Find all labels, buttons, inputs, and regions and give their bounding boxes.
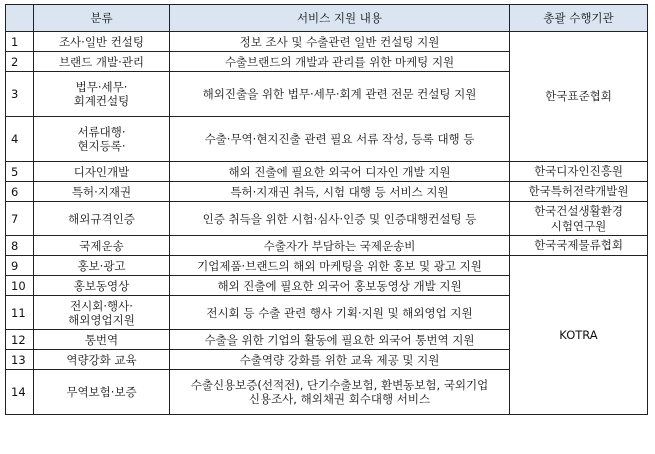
row-organization: 한국표준협회 <box>510 32 648 162</box>
row-description: 해외 진출에 필요한 외국어 홍보동영상 개발 지원 <box>170 276 510 296</box>
row-number: 2 <box>6 52 34 72</box>
header-organization: 총괄 수행기관 <box>510 5 648 32</box>
row-description: 인증 취득을 위한 시험·심사·인증 및 인증대행컨설팅 등 <box>170 202 510 236</box>
row-description: 수출자가 부담하는 국제운송비 <box>170 236 510 256</box>
table-row <box>6 32 648 52</box>
row-number: 6 <box>6 182 34 202</box>
row-description: 수출브랜드의 개발과 관리를 위한 마케팅 지원 <box>170 52 510 72</box>
header-category: 분류 <box>34 5 170 32</box>
row-category: 무역보험·보증 <box>34 370 170 415</box>
row-category: 국제운송 <box>34 236 170 256</box>
row-description: 전시회 등 수출 관련 행사 기획·지원 및 해외영업 지원 <box>170 296 510 330</box>
row-description: 수출·무역·현지진출 관련 필요 서류 작성, 등록 대행 등 <box>170 117 510 162</box>
row-description: 수출신용보증(선적전), 단기수출보험, 환변동보험, 국외기업 신용조사, 해외채권 회수대행 서비스 <box>170 370 510 415</box>
row-number: 9 <box>6 256 34 276</box>
row-number: 8 <box>6 236 34 256</box>
row-category: 홍보·광고 <box>34 256 170 276</box>
table-row <box>6 202 648 236</box>
row-number: 10 <box>6 276 34 296</box>
row-category: 역량강화 교육 <box>34 350 170 370</box>
row-number: 7 <box>6 202 34 236</box>
row-organization: KOTRA <box>510 256 648 415</box>
row-number: 5 <box>6 162 34 182</box>
table-row <box>6 162 648 182</box>
service-table <box>5 4 648 415</box>
row-category: 디자인개발 <box>34 162 170 182</box>
row-organization: 한국국제물류협회 <box>510 236 648 256</box>
row-description: 기업제품·브랜드의 해외 마케팅을 위한 홍보 및 광고 지원 <box>170 256 510 276</box>
row-category: 법무·세무· 회계컨설팅 <box>34 72 170 117</box>
row-number: 11 <box>6 296 34 330</box>
row-category: 조사·일반 컨설팅 <box>34 32 170 52</box>
row-organization: 한국특허전략개발원 <box>510 182 648 202</box>
row-category: 서류대행· 현지등록· <box>34 117 170 162</box>
row-category: 전시회·행사· 해외영업지원 <box>34 296 170 330</box>
row-number: 12 <box>6 330 34 350</box>
row-description: 정보 조사 및 수출관련 일반 컨설팅 지원 <box>170 32 510 52</box>
row-organization: 한국건설생활환경 시험연구원 <box>510 202 648 236</box>
row-description: 수출역량 강화를 위한 교육 제공 및 지원 <box>170 350 510 370</box>
header-number <box>6 5 34 32</box>
row-description: 해외진출을 위한 법무·세무·회계 관련 전문 컨설팅 지원 <box>170 72 510 117</box>
row-number: 4 <box>6 117 34 162</box>
table-header-row <box>6 5 648 32</box>
row-number: 3 <box>6 72 34 117</box>
table-row <box>6 236 648 256</box>
row-category: 특허·지재권 <box>34 182 170 202</box>
table-row <box>6 256 648 276</box>
row-description: 특허·지재권 취득, 시험 대행 등 서비스 지원 <box>170 182 510 202</box>
row-description: 해외 진출에 필요한 외국어 디자인 개발 지원 <box>170 162 510 182</box>
row-category: 홍보동영상 <box>34 276 170 296</box>
row-organization: 한국디자인진흥원 <box>510 162 648 182</box>
row-number: 14 <box>6 370 34 415</box>
table-row <box>6 182 648 202</box>
header-description: 서비스 지원 내용 <box>170 5 510 32</box>
row-category: 브랜드 개발·관리 <box>34 52 170 72</box>
row-category: 통번역 <box>34 330 170 350</box>
service-table-container <box>5 4 648 415</box>
row-category: 해외규격인증 <box>34 202 170 236</box>
row-number: 1 <box>6 32 34 52</box>
row-number: 13 <box>6 350 34 370</box>
row-description: 수출을 위한 기업의 활동에 필요한 외국어 통번역 지원 <box>170 330 510 350</box>
